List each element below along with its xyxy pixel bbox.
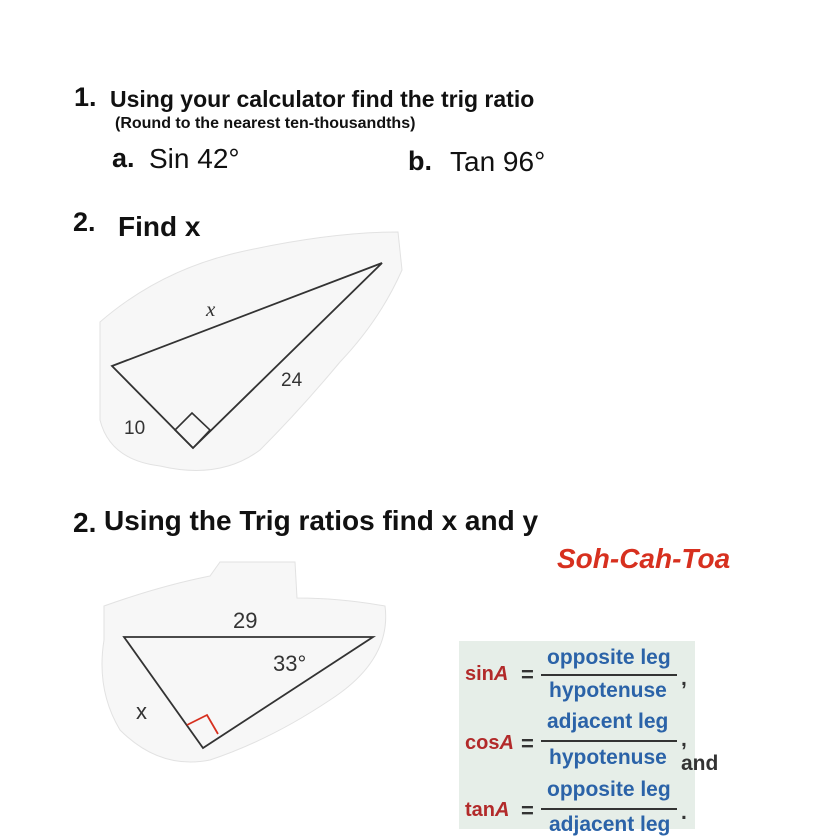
- formula-sin-numerator: opposite leg: [547, 646, 671, 669]
- formula-tan-numerator: opposite leg: [547, 778, 671, 801]
- question-3-number: 2.: [73, 507, 97, 538]
- question-1b-label: b.: [408, 146, 432, 176]
- soh-cah-toa-mnemonic: Soh-Cah-Toa: [557, 543, 731, 574]
- question-1a-expression: Sin 42°: [149, 143, 240, 174]
- formula-sin-punctuation: ,: [681, 667, 687, 690]
- side-label-29: 29: [233, 608, 258, 633]
- formula-sin-name: sinA: [465, 663, 509, 685]
- hypotenuse-label-x: x: [206, 297, 216, 321]
- formula-tan-equals: =: [521, 798, 534, 823]
- formula-cos-name: cosA: [465, 732, 514, 754]
- leg-label-24: 24: [281, 370, 303, 391]
- question-1-title: Using your calculator find the trig ratio: [110, 86, 535, 112]
- question-2-title: Find x: [118, 211, 201, 242]
- formula-cos-fraction-bar: [541, 740, 677, 742]
- question-2-number: 2.: [73, 207, 96, 237]
- formula-cos-equals: =: [521, 731, 534, 756]
- question-1a-label: a.: [112, 143, 135, 173]
- formula-tan-fraction-bar: [541, 808, 677, 810]
- formula-tan-name: tanA: [465, 799, 510, 821]
- trig-ratio-formula-card: [459, 641, 719, 836]
- formula-tan-denominator: adjacent leg: [549, 813, 671, 836]
- formula-sin-denominator: hypotenuse: [549, 679, 667, 702]
- formula-cos-numerator: adjacent leg: [547, 710, 669, 733]
- leg-label-10: 10: [124, 418, 146, 439]
- figure-1-background: [100, 232, 402, 470]
- question-3-title: Using the Trig ratios find x and y: [104, 505, 539, 536]
- formula-sin-fraction-bar: [541, 674, 677, 676]
- figure-2-background: [102, 562, 386, 762]
- formula-tan-punctuation: .: [681, 801, 687, 824]
- formula-sin-equals: =: [521, 662, 534, 687]
- formula-cos-denominator: hypotenuse: [549, 746, 667, 769]
- question-1b-expression: Tan 96°: [450, 146, 546, 177]
- angle-label-33: 33°: [273, 651, 307, 676]
- side-label-x: x: [136, 699, 147, 724]
- question-1-number: 1.: [74, 82, 97, 112]
- formula-cos-tail: , and: [681, 728, 719, 775]
- question-1-instructions: (Round to the nearest ten-thousandths): [115, 115, 416, 132]
